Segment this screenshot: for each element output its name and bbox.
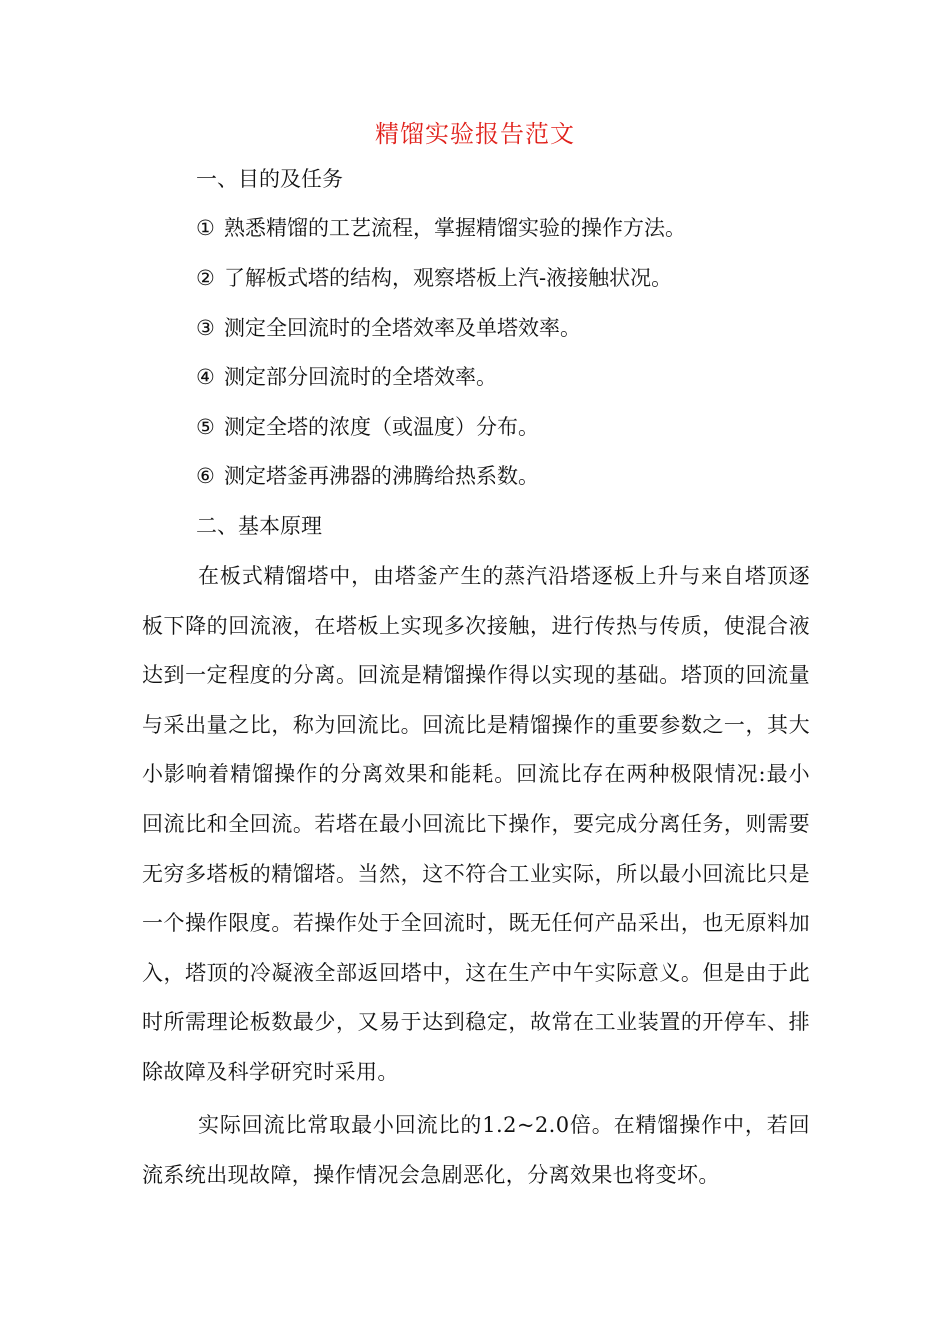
body-paragraph: 在板式精馏塔中，由塔釜产生的蒸汽沿塔逐板上升与来自塔顶逐板下降的回流液，在塔板上实现多次接触，进行传热与传质，使混合液达到一定程度的分离。回流是精馏操作得以实现的基础。塔顶的回流量与采出量之比，称为回流比。回流比是精馏操作的重要参数之一，其大小影响着精馏操作的分离效果和能耗。回流比存在两种极限情况:最小回流比和全回流。若塔在最小回流比下操作，要完成分离任务，则需要无穷多塔板的精馏塔。当然，这不符合工业实际，所以最小回流比只是一个操作限度。若操作处于全回流时，既无任何产品采出，也无原料加入，塔顶的冷凝液全部返回塔中，这在生产中午实际意义。但是由于此时所需理论板数最少，又易于达到稳定，故常在工业装置的开停车、排除故障及科学研究时采用。 <box>142 564 810 1084</box>
section-heading-objectives: 一、目的及任务 <box>196 167 343 191</box>
section-heading-principles: 二、基本原理 <box>196 514 322 538</box>
list-item <box>196 362 497 392</box>
list-item <box>196 263 672 293</box>
item-text: 测定全回流时的全塔效率及单塔效率。 <box>224 316 581 340</box>
body-paragraph: 实际回流比常取最小回流比的1.2~2.0倍。在精馏操作中，若回流系统出现故障，操作情况会急剧恶化，分离效果也将变坏。 <box>142 1113 810 1187</box>
item-number: ① <box>196 216 215 240</box>
list-item <box>196 412 539 442</box>
item-text: 测定部分回流时的全塔效率。 <box>224 365 497 389</box>
item-number: ④ <box>196 365 215 389</box>
document-title: 精馏实验报告范文 <box>375 120 575 148</box>
item-text: 测定全塔的浓度（或温度）分布。 <box>224 415 539 439</box>
item-number: ⑤ <box>196 415 215 439</box>
item-number: ⑥ <box>196 464 215 488</box>
item-text: 测定塔釜再沸器的沸腾给热系数。 <box>224 464 539 488</box>
list-item <box>196 461 539 491</box>
item-text: 了解板式塔的结构，观察塔板上汽-液接触状况。 <box>224 266 673 290</box>
list-item <box>196 213 686 243</box>
item-number: ② <box>196 266 215 290</box>
item-text: 熟悉精馏的工艺流程，掌握精馏实验的操作方法。 <box>224 216 686 240</box>
item-number: ③ <box>196 316 215 340</box>
list-item <box>196 313 581 343</box>
